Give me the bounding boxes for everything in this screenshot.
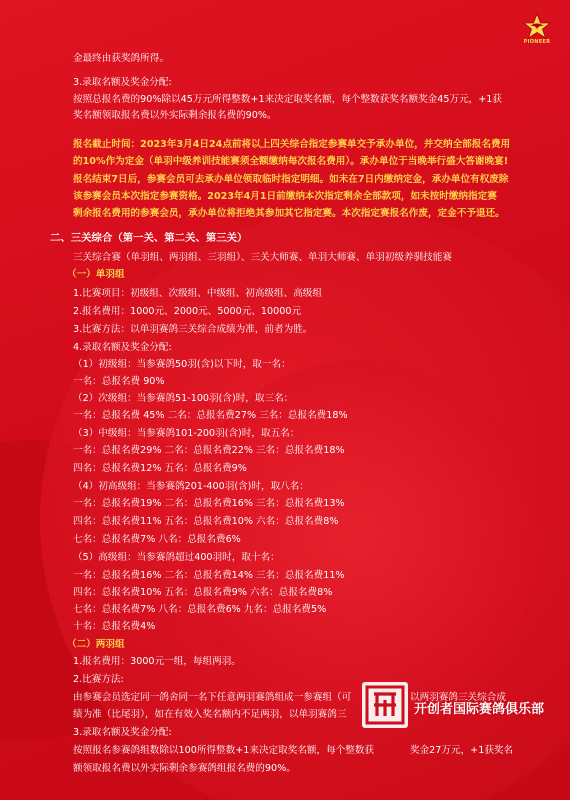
text-line: 3.比赛方法：以单羽赛鸽三关综合成绩为准，前者为胜。 (73, 324, 313, 335)
text-line: 以两羽赛鸽三关综合成 (410, 692, 506, 703)
text-line: 十名：总报名费4% (73, 621, 156, 632)
text-line: 三关综合赛（单羽组、两羽组、三羽组）、三关大师赛、单羽大师赛、单羽初级养驯技能赛 (73, 252, 452, 263)
text-line: 一名：总报名费 90% (73, 376, 165, 387)
text-line: 按照总报名费的90%除以45万元所得整数+1来决定取奖名额，每个整数获奖名额奖金45万元，+1获 (73, 94, 502, 105)
text-line: 一名：总报名费 45% 二名：总报名费27% 三名：总报名费18% (73, 410, 348, 421)
text-line: （4）初高级组：当参赛鸽201-400羽(含)时，取八名： (73, 481, 309, 492)
deadline-notice-line: 的10%作为定金（单羽中级养训技能赛须全额缴纳每次报名费用）。承办单位于当晚举行盛大答谢晚宴! (73, 156, 509, 167)
text-line: 奖名额领取报名费以外实际剩余报名费的90%。 (73, 110, 277, 121)
text-line: 金最终由获奖鸽所得。 (73, 53, 169, 64)
text-line: 一名：总报名费16% 二名：总报名费14% 三名：总报名费11% (73, 570, 345, 581)
text-line: （3）中级组：当参赛鸽101-200羽(含)时，取五名： (73, 428, 300, 439)
text-line: 一名：总报名费29% 二名：总报名费22% 三名：总报名费18% (73, 445, 345, 456)
text-line: 绩为准（比尾羽），如在有效入奖名额内不足两羽，以单羽赛鸽三 (73, 709, 347, 720)
text-line: （1）初级组：当参赛鸽50羽(含)以下时，取一名： (73, 359, 291, 370)
text-line: 2.报名费用：1000元、2000元、5000元、10000元 (73, 306, 302, 317)
deadline-notice-line: 该参赛会员本次指定参赛资格。2023年4月1日前缴纳本次指定剩余全部款项，如未按时缴纳指定赛 (73, 191, 497, 202)
text-line: 1.报名费用：3000元一组，每组两羽。 (73, 656, 241, 667)
text-line: 3.录取名额及奖金分配: (73, 77, 172, 88)
text-line: 1.比赛项目：初级组、次级组、中级组、初高级组、高级组 (73, 288, 322, 299)
subsection-heading: （二）两羽组 (67, 639, 125, 650)
text-line: 七名：总报名费7% 八名：总报名费6% (73, 534, 241, 545)
text-line: 四名：总报名费11% 五名：总报名费10% 六名：总报名费8% (73, 516, 339, 527)
text-line: 4.录取名额及奖金分配: (73, 342, 172, 353)
text-line: 一名：总报名费19% 二名：总报名费16% 三名：总报名费13% (73, 498, 345, 509)
deadline-notice-line: 剩余报名费用的参赛会员，承办单位将拒绝其参加其它指定赛。本次指定赛报名作废，定金不予退还。 (73, 208, 505, 219)
subsection-heading: （一）单羽组 (67, 269, 125, 280)
section-heading: 二、三关综合（第一关、第二关、第三关） (50, 232, 248, 244)
text-line: 由参赛会员选定同一鸽舍同一名下任意两羽赛鸽组成一参赛组（可 (73, 692, 352, 703)
logo-text: PIONEER (523, 39, 551, 45)
deadline-notice-line: 报名结束7日后，参赛会员可去承办单位领取临时指定明细。如未在7日内缴纳定金，承办单位有权废除 (73, 174, 509, 185)
deadline-notice-line: 报名截止时间：2023年3月4日24点前将以上四关综合指定参赛单交予承办单位，并交纳全部报名费用 (73, 139, 511, 150)
text-line: 四名：总报名费12% 五名：总报名费9% (73, 463, 247, 474)
text-line: 奖金27万元，+1获奖名 (410, 745, 514, 756)
text-line: 3.录取名额及奖金分配: (73, 727, 172, 738)
text-line: 2.比赛方法: (73, 674, 124, 685)
club-watermark: 开创者国际赛鸽俱乐部 (414, 702, 545, 717)
text-line: 按照报名参赛鸽组数除以100所得整数+1来决定取奖名额，每个整数获 (73, 745, 375, 756)
text-line: 四名：总报名费10% 五名：总报名费9% 六名：总报名费8% (73, 587, 333, 598)
text-line: （2）次级组：当参赛鸽51-100羽(含)时，取三名： (73, 393, 294, 404)
text-line: 额领取报名费以外实际剩余参赛鸽组报名费的90%。 (73, 763, 296, 774)
club-seal-icon (362, 682, 408, 728)
text-line: 七名：总报名费7% 八名：总报名费6% 九名：总报名费5% (73, 604, 327, 615)
text-line: （5）高级组：当参赛鸽超过400羽时，取十名： (73, 552, 280, 563)
